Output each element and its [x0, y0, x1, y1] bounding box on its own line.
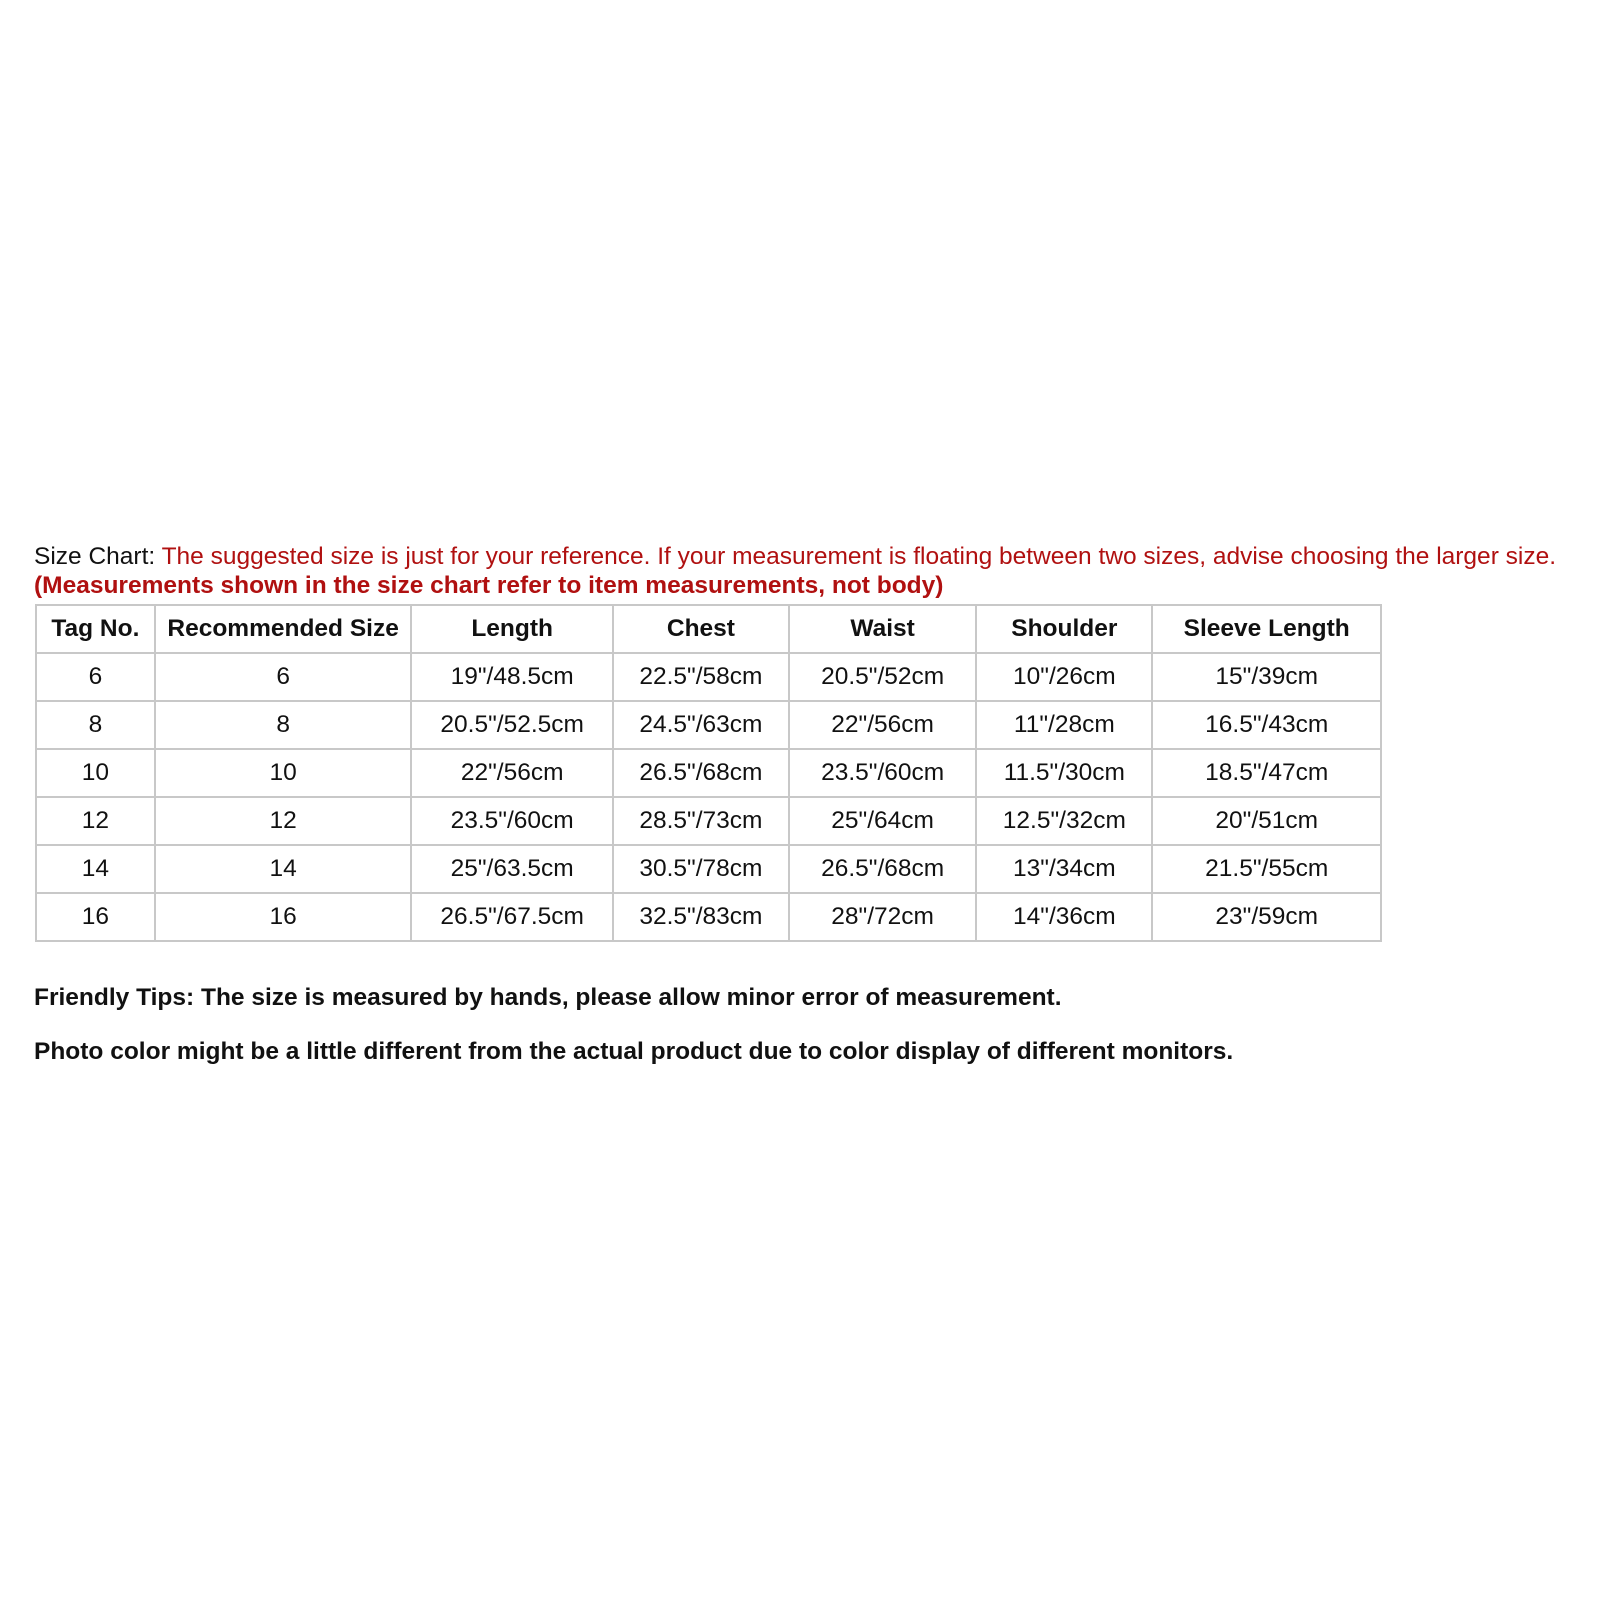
- cell-chest: 30.5"/78cm: [613, 845, 789, 893]
- cell-sleeve-length: 16.5"/43cm: [1152, 701, 1381, 749]
- table-row: [36, 749, 1381, 797]
- cell-shoulder: 10"/26cm: [976, 653, 1152, 701]
- cell-chest: 22.5"/58cm: [613, 653, 789, 701]
- cell-tag-no: 6: [36, 653, 155, 701]
- header-shoulder: Shoulder: [976, 605, 1152, 653]
- size-chart-table: [35, 604, 1382, 942]
- cell-waist: 25"/64cm: [789, 797, 976, 845]
- cell-recommended-size: 6: [155, 653, 412, 701]
- cell-length: 26.5"/67.5cm: [411, 893, 612, 941]
- cell-recommended-size: 14: [155, 845, 412, 893]
- cell-recommended-size: 12: [155, 797, 412, 845]
- cell-length: 25"/63.5cm: [411, 845, 612, 893]
- cell-sleeve-length: 15"/39cm: [1152, 653, 1381, 701]
- table-header-row: [36, 605, 1381, 653]
- cell-sleeve-length: 21.5"/55cm: [1152, 845, 1381, 893]
- size-chart-measurement-note: (Measurements shown in the size chart refer to item measurements, not body): [34, 572, 944, 599]
- cell-tag-no: 12: [36, 797, 155, 845]
- header-sleeve-length: Sleeve Length: [1152, 605, 1381, 653]
- cell-chest: 32.5"/83cm: [613, 893, 789, 941]
- header-recommended-size: Recommended Size: [155, 605, 412, 653]
- cell-waist: 22"/56cm: [789, 701, 976, 749]
- cell-tag-no: 16: [36, 893, 155, 941]
- header-waist: Waist: [789, 605, 976, 653]
- header-chest: Chest: [613, 605, 789, 653]
- table-row: [36, 701, 1381, 749]
- cell-recommended-size: 10: [155, 749, 412, 797]
- header-length: Length: [411, 605, 612, 653]
- size-chart-separator: :: [148, 543, 162, 570]
- friendly-tips: Friendly Tips: The size is measured by hands, please allow minor error of measurement.: [34, 984, 1062, 1011]
- table-row: [36, 653, 1381, 701]
- cell-length: 22"/56cm: [411, 749, 612, 797]
- cell-waist: 23.5"/60cm: [789, 749, 976, 797]
- cell-shoulder: 11"/28cm: [976, 701, 1152, 749]
- photo-color-note: Photo color might be a little different from the actual product due to color display of different monitors.: [34, 1038, 1234, 1065]
- cell-shoulder: 11.5"/30cm: [976, 749, 1152, 797]
- cell-sleeve-length: 20"/51cm: [1152, 797, 1381, 845]
- header-tag-no: Tag No.: [36, 605, 155, 653]
- cell-sleeve-length: 18.5"/47cm: [1152, 749, 1381, 797]
- cell-waist: 26.5"/68cm: [789, 845, 976, 893]
- table-row: [36, 893, 1381, 941]
- cell-recommended-size: 8: [155, 701, 412, 749]
- cell-tag-no: 8: [36, 701, 155, 749]
- cell-length: 19"/48.5cm: [411, 653, 612, 701]
- size-chart-label: Size Chart: [34, 543, 149, 570]
- cell-length: 23.5"/60cm: [411, 797, 612, 845]
- cell-sleeve-length: 23"/59cm: [1152, 893, 1381, 941]
- size-chart-intro: [34, 542, 1574, 600]
- table-row: [36, 845, 1381, 893]
- cell-recommended-size: 16: [155, 893, 412, 941]
- cell-waist: 20.5"/52cm: [789, 653, 976, 701]
- cell-length: 20.5"/52.5cm: [411, 701, 612, 749]
- cell-chest: 24.5"/63cm: [613, 701, 789, 749]
- cell-tag-no: 10: [36, 749, 155, 797]
- cell-waist: 28"/72cm: [789, 893, 976, 941]
- cell-shoulder: 13"/34cm: [976, 845, 1152, 893]
- cell-chest: 26.5"/68cm: [613, 749, 789, 797]
- table-row: [36, 797, 1381, 845]
- cell-shoulder: 12.5"/32cm: [976, 797, 1152, 845]
- cell-chest: 28.5"/73cm: [613, 797, 789, 845]
- cell-tag-no: 14: [36, 845, 155, 893]
- size-chart-reference-text: The suggested size is just for your reference. If your measurement is floating between two sizes, advise choosing the larger size.: [161, 543, 1557, 570]
- cell-shoulder: 14"/36cm: [976, 893, 1152, 941]
